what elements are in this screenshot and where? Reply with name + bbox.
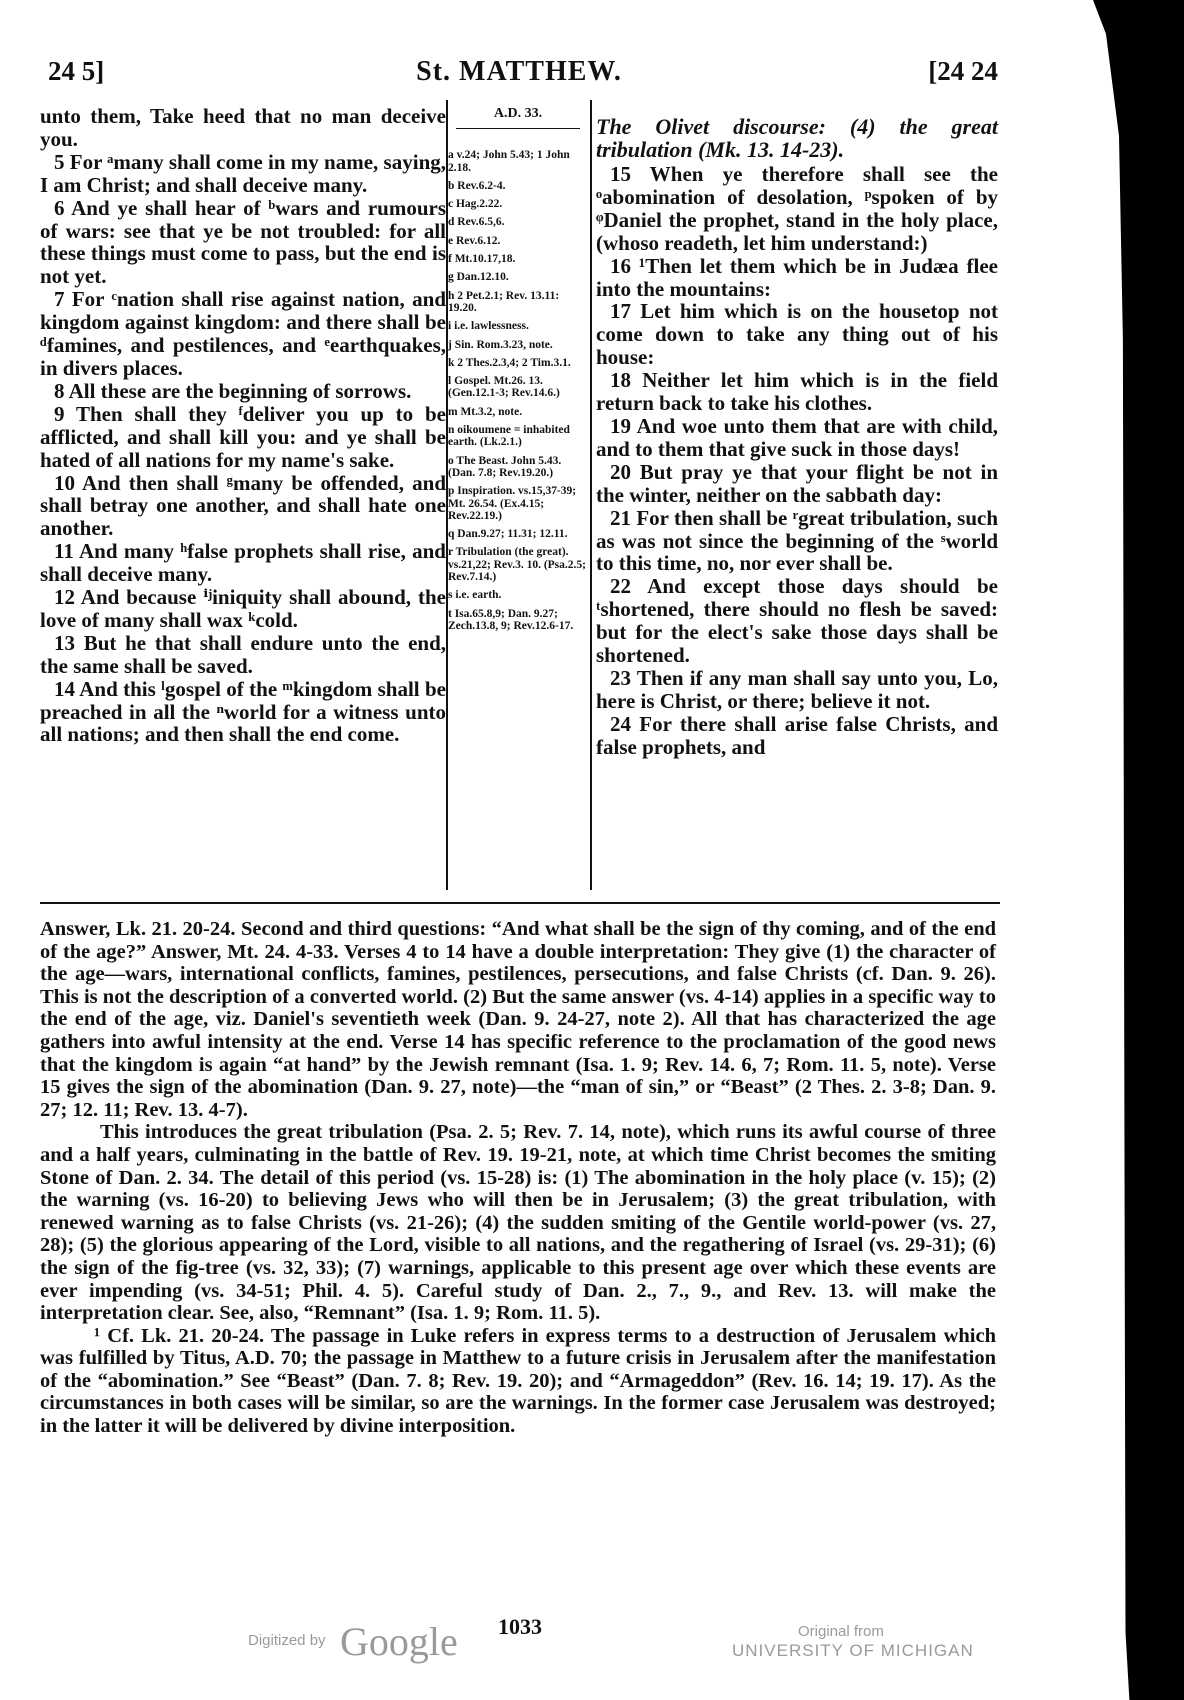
verse-text: 5 For ᵃmany shall come in my name, saying, I am Christ; and shall deceive many. <box>40 149 446 197</box>
commentary-paragraph: This introduces the great tribulation (Psa. 2. 5; Rev. 7. 14, note), which runs its awful course of three and a half years, culminating in the battle of Rev. 19. 19-21, note, at which time Christ becomes the smiting Stone of Dan. 2. 34. The detail of this period (vs. 15-28) is: (1) The abomination in the holy place (v. 15); (2) the warning (vs. 16-20) to believing Jews who will then be in Jerusalem; (3) the great tribulation, with renewed warning as to false Christs (vs. 21-26); (4) the sudden smiting of the Gentile world-power (vs. 27, 28); (5) the glorious appearing of the Lord, visible to all nations, and the regathering of Israel (vs. 29-31); (6) the sign of the fig-tree (vs. 32, 33); (7) warnings, applicable to this present age over which these events are ever impending (vs. 34-51; Phil. 4. 5). Careful study of Dan. 2., 7., 9., and Rev. 13. will make the interpretation clear. See, also, “Remnant” (Isa. 1. 9; Rom. 11. 5). <box>40 1121 996 1325</box>
verse-text: 17 Let him which is on the housetop not come down to take any thing out of his house: <box>596 299 998 370</box>
commentary-paragraph: Answer, Lk. 21. 20-24. Second and third questions: “And what shall be the sign of thy coming, and of the end of the age?” Answer, Mt. 24. 4-33. Verses 4 to 14 have a double interpretation: They give (1) the character of the age—wars, international conflicts, famines, pestilences, persecutions, and false Christs (cf. Dan. 9. 26). This is not the description of a converted world. (2) But the same answer (vs. 4-14) applies in a specific way to the end of the age, viz. Daniel's seventieth week (Dan. 9. 24-27, note 2). All that has characterized the age gathers into awful intensity at the end. Verse 14 has specific reference to the proclamation of the good news that the kingdom is again “at hand” by the Jewish remnant (Isa. 1. 9; Rev. 14. 6, 7; Rom. 11. 5, note). Verse 15 gives the sign of the abomination (Dan. 9. 27, note)—the “man of sin,” or “Beast” (2 Thes. 2. 3-8; Dan. 9. 27; 12. 11; Rev. 13. 4-7). <box>40 918 996 1121</box>
scripture-column-right <box>596 115 998 759</box>
cross-reference: q Dan.9.27; 11.31; 12.11. <box>448 528 568 541</box>
scripture-column-left <box>40 105 446 746</box>
cross-reference: h 2 Pet.2.1; Rev. 13.11: 19.20. <box>448 289 560 314</box>
verse-text: 22 And except those days should be ᵗshortened, there should no flesh be saved: but for the elect's sake those days shall be shortened. <box>596 574 998 668</box>
verse-text: 7 For ᶜnation shall rise against nation, and kingdom against kingdom: and there shall be ᵈfamines, and pestilences, and ᵉearthquakes, in divers places. <box>40 287 446 380</box>
verse-text: 13 But he that shall endure unto the end, the same shall be saved. <box>40 630 446 678</box>
scan-edge-shadow <box>1054 0 1184 1700</box>
cross-reference: j Sin. Rom.3.23, note. <box>448 338 553 351</box>
year-rule <box>456 128 580 129</box>
cross-reference: a v.24; John 5.43; 1 John 2.18. <box>448 149 570 174</box>
verse-text: 19 And woe unto them that are with child, and to them that give suck in those days! <box>596 413 998 461</box>
notes-divider <box>40 902 1000 904</box>
cross-reference: t Isa.65.8,9; Dan. 9.27; Zech.13.8, 9; Rev.12.6-17. <box>448 607 574 632</box>
verse-text: 8 All these are the beginning of sorrows. <box>54 378 412 403</box>
verse-text: 18 Neither let him which is in the field return back to take his clothes. <box>596 368 998 416</box>
original-from-label: Original from <box>798 1623 884 1640</box>
header-chapter-verse-right: [24 24 <box>928 56 998 86</box>
commentary-notes <box>40 918 996 1438</box>
header-chapter-verse-left: 24 5] <box>48 56 105 86</box>
year-marker: A.D. 33. <box>493 106 543 121</box>
verse-text: unto them, Take heed that no man deceive you. <box>40 104 446 151</box>
column-divider-right <box>590 100 592 890</box>
cross-reference: i i.e. lawlessness. <box>448 320 529 333</box>
verse-text: 9 Then shall they ᶠdeliver you up to be afflicted, and shall kill you: and ye shall be hated of all nations for my name's sake. <box>40 401 446 472</box>
digitized-by-label: Digitized by <box>248 1632 326 1649</box>
cross-reference: l Gospel. Mt.26. 13. (Gen.12.1-3; Rev.14.6.) <box>448 375 560 400</box>
cross-reference: d Rev.6.5,6. <box>448 216 505 229</box>
cross-reference: s i.e. earth. <box>448 589 502 602</box>
page-number: 1033 <box>498 1614 542 1639</box>
google-logo: Google <box>340 1619 458 1664</box>
verse-text: 15 When ye therefore shall see the ᵒabomination of desolation, ᵖspoken of by ᵠDaniel the prophet, stand in the holy place, (whoso readeth, let him understand:) <box>596 162 998 255</box>
verse-text: 6 And ye shall hear of ᵇwars and rumours of wars: see that ye be not troubled: for all these things must come to pass, but the end is not yet. <box>40 195 446 289</box>
verse-text: 14 And this ˡgospel of the ᵐkingdom shall be preached in all the ⁿworld for a witness unto all nations; and then shall the end come. <box>40 676 446 747</box>
institution-label: UNIVERSITY OF MICHIGAN <box>732 1641 974 1660</box>
verse-text: 10 And then shall ᵍmany be offended, and shall betray one another, and shall hate one another. <box>40 470 446 541</box>
cross-reference: o The Beast. John 5.43. (Dan. 7.8; Rev.19.20.) <box>448 454 562 479</box>
verse-text: 20 But pray ye that your flight be not in the winter, neither on the sabbath day: <box>596 459 998 507</box>
verse-text: 21 For then shall be ʳgreat tribulation, such as was not since the beginning of the ˢworld to this time, no, nor ever shall be. <box>596 505 998 576</box>
verse-text: 11 And many ʰfalse prophets shall rise, and shall deceive many. <box>40 539 446 587</box>
cross-reference: k 2 Thes.2.3,4; 2 Tim.3.1. <box>448 356 571 369</box>
footnote: ¹ Cf. Lk. 21. 20-24. The passage in Luke refers in express terms to a destruction of Jerusalem which was fulfilled by Titus, A.D. 70; the passage in Matthew to a future crisis in Jerusalem after the manifestation of the “abomination.” See “Beast” (Dan. 7. 8; Rev. 19. 20); and “Armageddon” (Rev. 16. 14; 19. 17). As the circumstances in both cases will be similar, so are the warnings. In the former case Jerusalem was destroyed; in the latter it will be delivered by divine interposition. <box>40 1324 996 1438</box>
header-book-title: St. MATTHEW. <box>416 56 622 87</box>
verse-text: 24 For there shall arise false Christs, and false prophets, and <box>596 711 998 759</box>
verse-text: 12 And because ⁱʲiniquity shall abound, the love of many shall wax ᵏcold. <box>40 585 446 632</box>
section-heading: The Olivet discourse: (4) the great tribulation (Mk. 13. 14-23). <box>596 114 998 162</box>
cross-reference: m Mt.3.2, note. <box>448 405 523 418</box>
cross-reference: f Mt.10.17,18. <box>448 253 516 266</box>
cross-reference: p Inspiration. vs.15,37-39; Mt. 26.54. (Ex.4.15; Rev.22.19.) <box>448 485 577 522</box>
running-header <box>40 56 998 96</box>
verse-text: 23 Then if any man shall say unto you, Lo, here is Christ, or there; believe it not. <box>596 665 998 713</box>
cross-reference: n oikoumene = inhabited earth. (Lk.2.1.) <box>448 424 570 449</box>
verse-text: 16 ¹Then let them which be in Judæa flee into the mountains: <box>596 253 998 301</box>
cross-reference: e Rev.6.12. <box>448 234 501 247</box>
cross-reference: r Tribulation (the great). vs.21,22; Rev.3. 10. (Psa.2.5; Rev.7.14.) <box>448 546 586 584</box>
cross-reference: c Hag.2.22. <box>448 198 503 211</box>
cross-reference-column <box>448 108 588 638</box>
cross-reference: b Rev.6.2-4. <box>448 179 506 192</box>
cross-reference: g Dan.12.10. <box>448 271 509 284</box>
